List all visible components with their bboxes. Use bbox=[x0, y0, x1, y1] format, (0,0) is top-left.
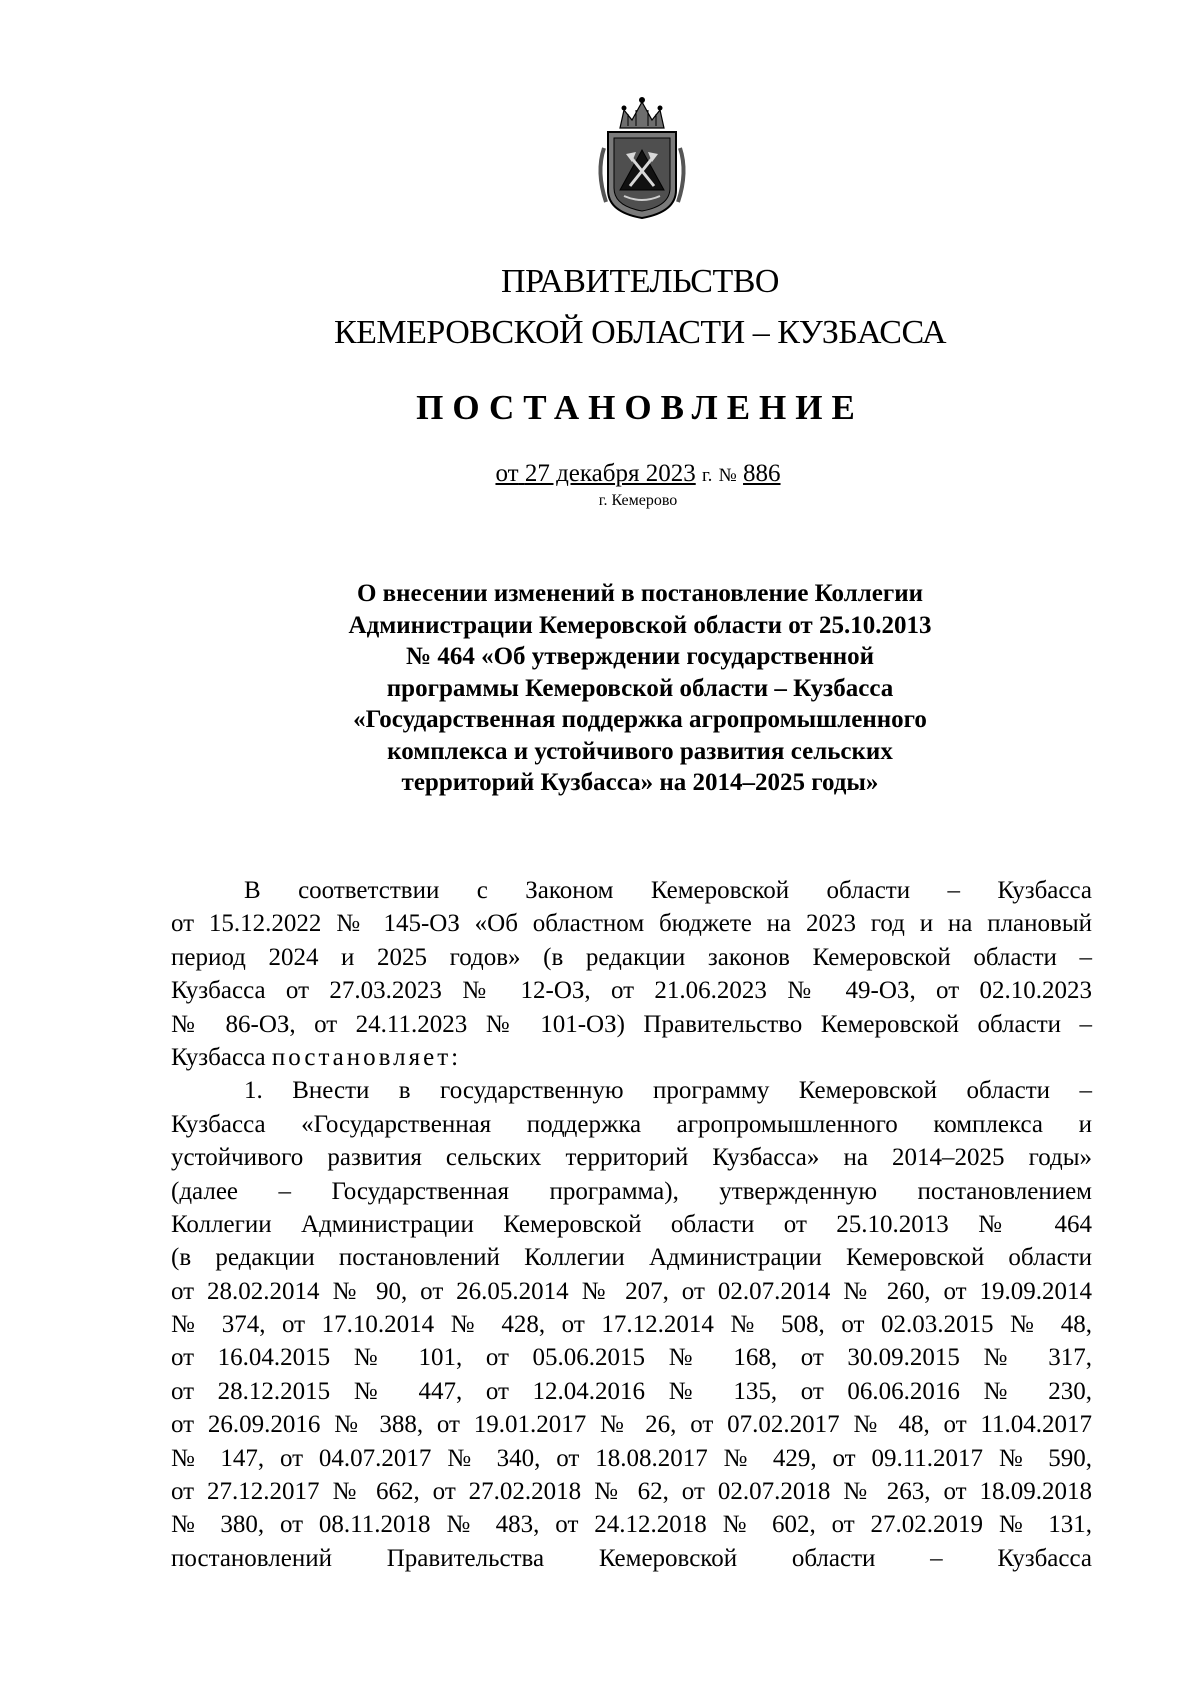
title-line: комплекса и устойчивого развития сельских bbox=[387, 737, 893, 765]
body-line: от 28.02.2014 № 90, от 26.05.2014 № 207, от 02.07.2014 № 260, от 19.09.2014 bbox=[171, 1277, 1092, 1305]
body-line: Коллегии Администрации Кемеровской области от 25.10.2013 № 464 bbox=[171, 1210, 1092, 1238]
title-line: № 464 «Об утверждении государственной bbox=[405, 643, 875, 670]
body-line: № 374, от 17.10.2014 № 428, от 17.12.2014 № 508, от 02.03.2015 № 48, bbox=[171, 1311, 1092, 1339]
number-sign: № bbox=[718, 465, 737, 486]
resolution-verb: постановляет: bbox=[271, 1043, 462, 1071]
title-line: Администрации Кемеровской области от 25.10.2013 bbox=[348, 611, 932, 639]
document-body bbox=[171, 874, 1092, 1575]
title-line: «Государственная поддержка агропромышленного bbox=[353, 706, 927, 733]
resolution-subject: Кузбасса bbox=[171, 1043, 266, 1071]
body-line: В соответствии с Законом Кемеровской области – Кузбасса bbox=[244, 877, 1092, 904]
body-line: период 2024 и 2025 годов» (в редакции законов Кемеровской области – bbox=[171, 943, 1092, 971]
body-line: (далее – Государственная программа), утвержденную постановлением bbox=[171, 1177, 1092, 1205]
body-line: Кузбасса от 27.03.2023 № 12-ОЗ, от 21.06.2023 № 49-ОЗ, от 02.10.2023 bbox=[171, 977, 1092, 1005]
document-city: г. Кемерово bbox=[598, 492, 678, 509]
body-line: от 26.09.2016 № 388, от 19.01.2017 № 26, от 07.02.2017 № 48, от 11.04.2017 bbox=[171, 1411, 1092, 1439]
body-line: (в редакции постановлений Коллегии Администрации Кемеровской области bbox=[171, 1244, 1092, 1272]
date-prefix: от bbox=[495, 460, 519, 487]
document-date: 27 декабря 2023 bbox=[524, 460, 696, 487]
document-title bbox=[290, 578, 990, 799]
body-line: постановлений Правительства Кемеровской области – Кузбасса bbox=[171, 1544, 1092, 1572]
title-line: территорий Кузбасса» на 2014–2025 годы» bbox=[401, 769, 879, 796]
body-line: 1. Внести в государственную программу Кемеровской области – bbox=[244, 1077, 1092, 1105]
body-line bbox=[171, 1041, 1092, 1074]
body-line: от 16.04.2015 № 101, от 05.06.2015 № 168, от 30.09.2015 № 317, bbox=[171, 1344, 1092, 1372]
body-line: от 28.12.2015 № 447, от 12.04.2016 № 135, от 06.06.2016 № 230, bbox=[171, 1377, 1092, 1405]
body-line: Кузбасса «Государственная поддержка агропромышленного комплекса и bbox=[171, 1110, 1092, 1138]
body-line: устойчивого развития сельских территорий Кузбасса» на 2014–2025 годы» bbox=[171, 1144, 1092, 1172]
title-line: программы Кемеровской области – Кузбасса bbox=[386, 674, 894, 702]
coat-of-arms-emblem bbox=[590, 92, 694, 222]
year-suffix: г. bbox=[701, 465, 713, 486]
title-line: О внесении изменений в постановление Коллегии bbox=[356, 580, 924, 607]
document-date-number-line bbox=[0, 460, 1200, 488]
body-line: № 147, от 04.07.2017 № 340, от 18.08.2017 № 429, от 09.11.2017 № 590, bbox=[171, 1444, 1092, 1472]
government-name-line2: КЕМЕРОВСКОЙ ОБЛАСТИ – КУЗБАССА bbox=[333, 314, 947, 351]
document-number: 886 bbox=[743, 460, 781, 487]
government-name-line1: ПРАВИТЕЛЬСТВО bbox=[501, 263, 779, 300]
body-line: от 15.12.2022 № 145-ОЗ «Об областном бюджете на 2023 год и на плановый bbox=[171, 910, 1092, 938]
body-line: № 86-ОЗ, от 24.11.2023 № 101-ОЗ) Правительство Кемеровской области – bbox=[171, 1010, 1092, 1038]
body-line: от 27.12.2017 № 662, от 27.02.2018 № 62, от 02.07.2018 № 263, от 18.09.2018 bbox=[171, 1478, 1092, 1506]
body-line: № 380, от 08.11.2018 № 483, от 24.12.2018 № 602, от 27.02.2019 № 131, bbox=[171, 1511, 1092, 1539]
document-type-heading: ПОСТАНОВЛЕНИЕ bbox=[416, 388, 864, 427]
